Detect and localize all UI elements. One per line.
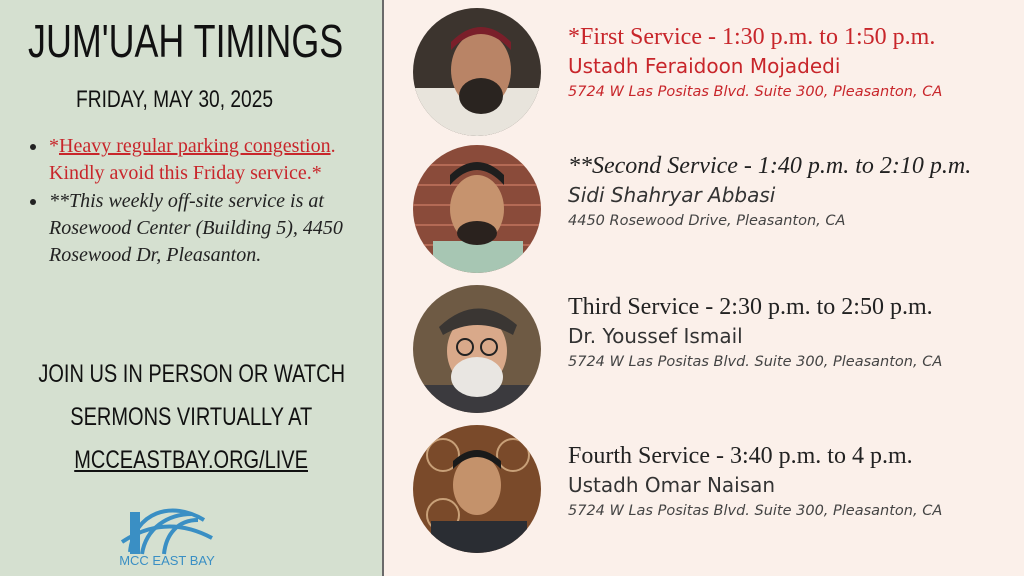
speaker-photo-2 (413, 145, 541, 273)
service-speaker: Ustadh Feraidoon Mojadedi (568, 54, 841, 78)
bullet-dot (30, 144, 36, 150)
left-panel (0, 0, 382, 576)
join-line-2: SERMONS VIRTUALLY AT (70, 403, 312, 431)
parking-link[interactable]: Heavy regular parking congestion (59, 135, 331, 157)
parking-prefix: * (49, 135, 59, 157)
parking-suffix: . Kindly avoid this Friday service.* (49, 135, 336, 184)
service-address: 4450 Rosewood Drive, Pleasanton, CA (568, 213, 846, 229)
speaker-photo-3 (413, 285, 541, 413)
speaker-photo-1 (413, 8, 541, 136)
service-2 (568, 153, 971, 229)
live-link[interactable]: MCCEASTBAY.ORG/LIVE (74, 446, 308, 474)
service-4 (568, 443, 942, 519)
service-speaker: Dr. Youssef Ismail (568, 324, 743, 348)
speaker-photo-4 (413, 425, 541, 553)
notes-list (28, 133, 373, 270)
service-address: 5724 W Las Positas Blvd. Suite 300, Pleasanton, CA (568, 84, 943, 100)
service-1 (568, 24, 942, 100)
service-speaker: Ustadh Omar Naisan (568, 473, 776, 497)
service-address: 5724 W Las Positas Blvd. Suite 300, Pleasanton, CA (568, 503, 943, 519)
service-title: Third Service - 2:30 p.m. to 2:50 p.m. (568, 294, 933, 320)
join-line-1: JOIN US IN PERSON OR WATCH (38, 360, 346, 388)
service-address: 5724 W Las Positas Blvd. Suite 300, Pleasanton, CA (568, 354, 943, 370)
service-title: *First Service - 1:30 p.m. to 1:50 p.m. (568, 24, 936, 50)
service-3 (568, 294, 942, 370)
offsite-text: **This weekly off-site service is at Rosewood Center (Building 5), 4450 Rosewood Dr, Pleasanton. (49, 190, 343, 266)
parking-note (28, 133, 373, 187)
service-title: **Second Service - 1:40 p.m. to 2:10 p.m. (568, 153, 972, 179)
offsite-note (28, 188, 373, 269)
service-title: Fourth Service - 3:40 p.m. to 4 p.m. (568, 443, 913, 469)
service-speaker: Sidi Shahryar Abbasi (568, 183, 776, 207)
page-title: JUM'UAH TIMINGS (28, 15, 344, 67)
bullet-dot (30, 199, 36, 205)
logo-text: MCC EAST BAY (119, 553, 215, 568)
event-date: FRIDAY, MAY 30, 2025 (76, 86, 274, 113)
